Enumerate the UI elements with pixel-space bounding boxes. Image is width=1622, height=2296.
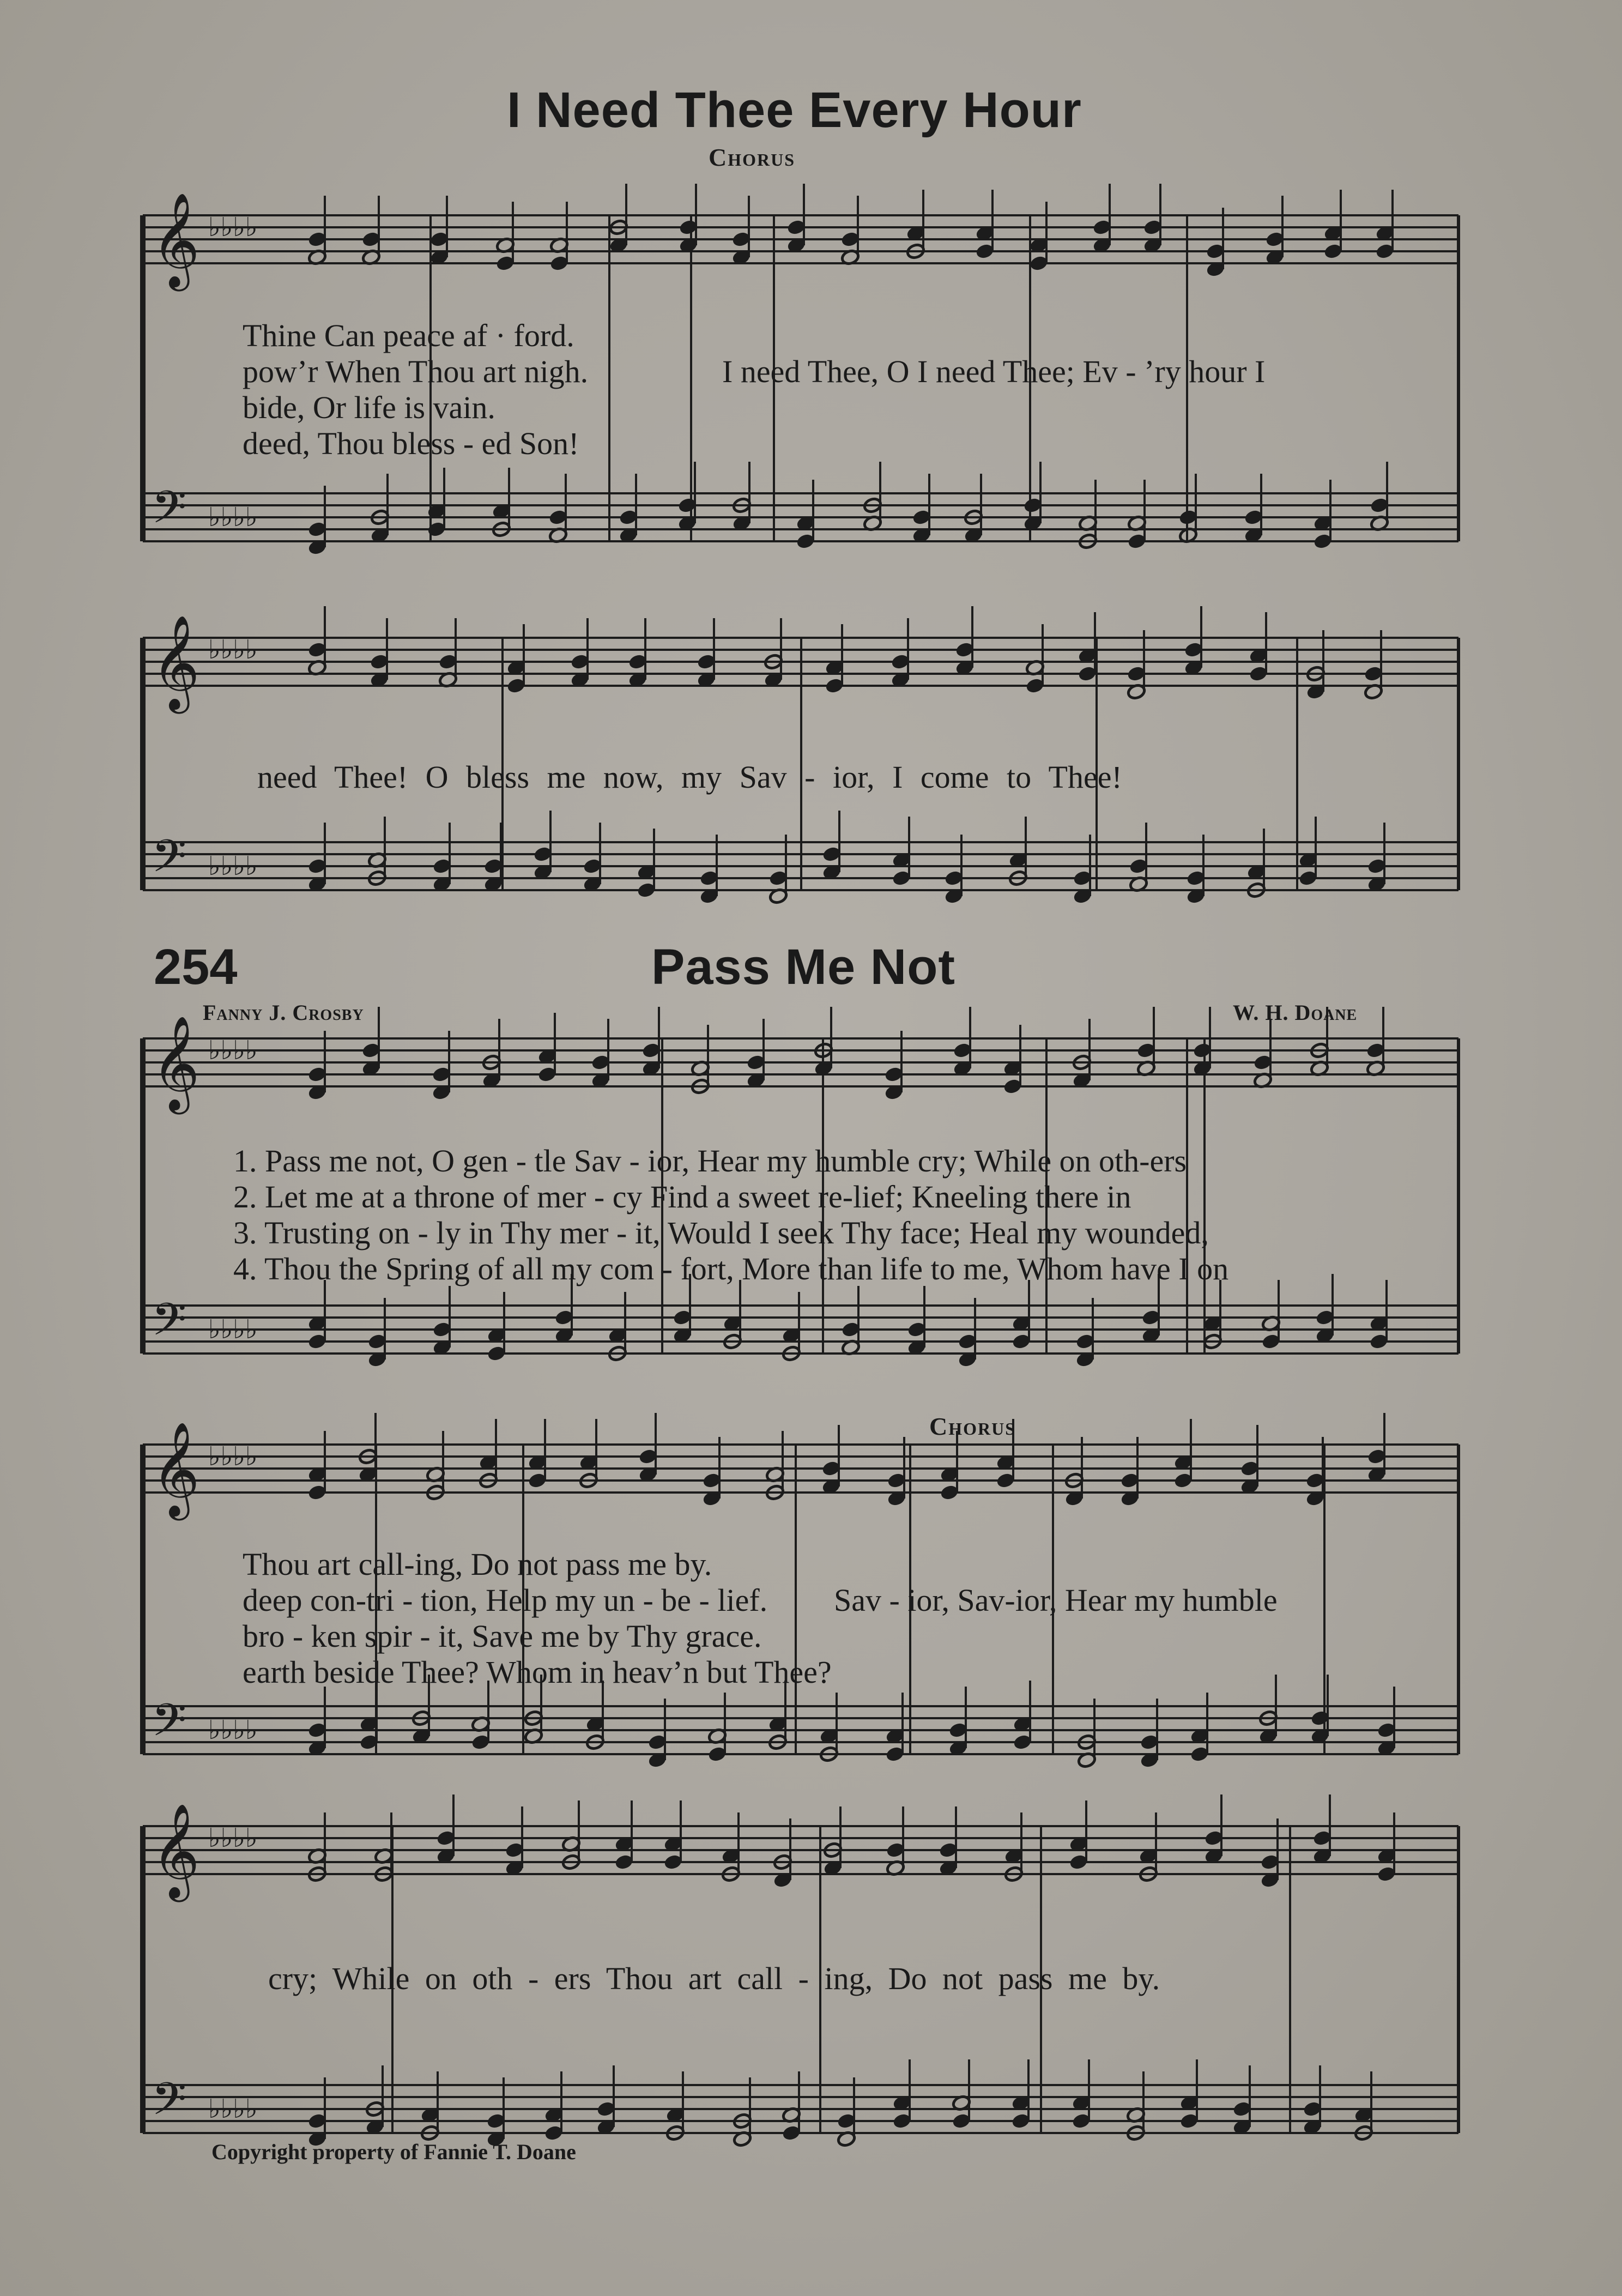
clef: ♭♭♭♭ [208,635,258,665]
hymn1-chorus-line2: need Thee! O bless me now, my Sav - ior, I come to Thee! [257,759,1122,795]
clef: 𝄞 [152,1016,200,1110]
hymn2-verse1-line1: 1. Pass me not, O gen - tle Sav - ior, Hear my humble cry; While on oth-ers [233,1143,1187,1179]
hymn2-verse3-line1: 3. Trusting on - ly in Thy mer - it, Would I seek Thy face; Heal my wounded, [233,1215,1209,1250]
hymn2-title: Pass Me Not [651,939,956,995]
clef: 𝄢 [152,481,187,545]
hymn2-verse2-line1: 2. Let me at a throne of mer - cy Find a sweet re-lief; Kneeling there in [233,1179,1131,1215]
clef: ♭♭♭♭ [208,851,258,881]
clef: 𝄞 [152,192,200,287]
hymn1-chorus-label: Chorus [709,143,796,171]
hymn2-verse1-line2: Thou art call-ing, Do not pass me by. [243,1546,712,1582]
clef: ♭♭♭♭ [208,212,258,243]
copyright-notice: Copyright property of Fannie T. Doane [211,2140,576,2164]
hymn1-chorus-line1: I need Thee, O I need Thee; Ev - ’ry hour I [722,354,1266,389]
hymn1-verse-ending-4: deed, Thou bless - ed Son! [243,426,579,461]
hymn1-verse-ending-3: bide, Or life is vain. [243,390,495,425]
clef: ♭♭♭♭ [208,1314,258,1345]
clef: 𝄢 [152,2073,187,2136]
clef: 𝄢 [152,830,187,893]
clef: ♭♭♭♭ [208,1441,258,1472]
clef: 𝄞 [152,1803,200,1898]
hymn2-chorus-line2: cry; While on oth - ers Thou art call - ing, Do not pass me by. [268,1961,1160,1996]
hymn1-verse-ending-1: Thine Can peace af · ford. [243,318,574,353]
hymn2-composer: W. H. Doane [1233,1000,1358,1025]
clef: 𝄢 [152,1293,187,1357]
hymn2-number: 254 [154,939,238,995]
clef: ♭♭♭♭ [208,2094,258,2124]
clef: ♭♭♭♭ [208,1823,258,1853]
hymn2-chorus-label: Chorus [929,1412,1016,1440]
hymn2-verse2-line2: deep con-tri - tion, Help my un - be - lief. [243,1582,768,1618]
clef: 𝄞 [152,615,200,710]
clef: ♭♭♭♭ [208,502,258,533]
hymn2-author: Fanny J. Crosby [203,1000,364,1025]
clef: ♭♭♭♭ [208,1035,258,1066]
hymn2-verse4-line1: 4. Thou the Spring of all my com - fort, More than life to me, Whom have I on [233,1251,1229,1286]
hymn2-verse3-line2: bro - ken spir - it, Save me by Thy grace. [243,1618,762,1654]
clef: 𝄢 [152,1694,187,1757]
clef: 𝄞 [152,1422,200,1516]
hymn2-verse4-line2: earth beside Thee? Whom in heav’n but Thee? [243,1654,832,1690]
clef: ♭♭♭♭ [208,1715,258,1745]
hymn1-verse-ending-2: pow’r When Thou art nigh. [243,354,589,389]
hymn2-chorus-line1: Sav - ior, Sav-ior, Hear my humble [834,1582,1278,1618]
hymn1-title: I Need Thee Every Hour [507,82,1082,138]
